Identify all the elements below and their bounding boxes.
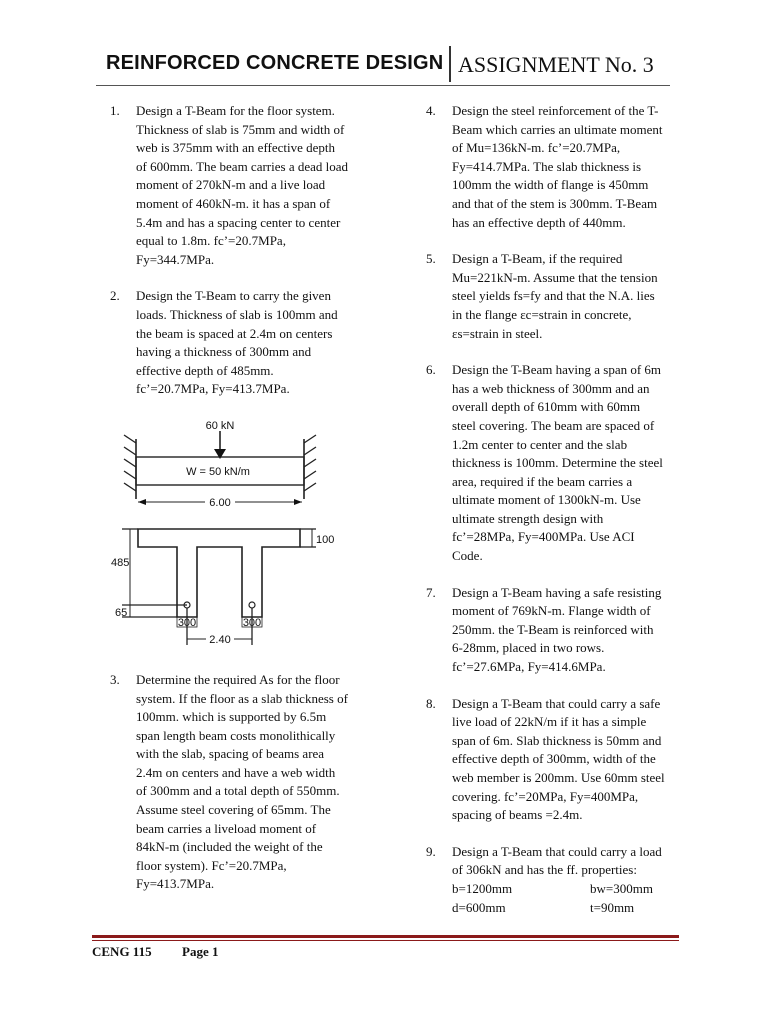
problem-item: [110, 287, 372, 399]
problem-text-line: in the flange εc=strain in concrete,: [452, 306, 632, 322]
problem-text-line: fc’=20.7MPa, Fy=413.7MPa.: [136, 381, 290, 397]
problem-text-line: Thickness of slab is 75mm and width of: [136, 121, 345, 137]
problem-text-line: moment of 270kN-m and a live load: [136, 177, 326, 193]
problem-text-line: web member is 200mm. Use 60mm steel: [452, 770, 665, 785]
assignment-title: ASSIGNMENT No. 3: [458, 52, 654, 77]
effective-depth-label: 485: [111, 556, 130, 569]
footer-rule-thin: [92, 940, 679, 941]
support-hatch: [304, 435, 316, 443]
problem-text-line: 1.2m center to center and the slab: [452, 436, 628, 452]
problem-text-line: has a web thickness of 300mm and an: [452, 380, 650, 396]
property-value: bw=300mm: [590, 880, 653, 896]
right-column: [426, 102, 688, 935]
problem-text-line: loads. Thickness of slab is 100mm and: [136, 306, 338, 322]
header-separator: [449, 46, 451, 82]
problem-number: 9.: [426, 843, 436, 859]
problem-text-line: Determine the required As for the floor: [136, 671, 340, 687]
problem-item: [426, 361, 688, 566]
property-value: t=90mm: [590, 899, 635, 915]
problem-text-line: equal to 1.8m. fc’=20.7MPa,: [136, 233, 286, 249]
property-row: [452, 899, 688, 918]
problem-text-line: fc’=28MPa, Fy=400MPa. Use ACI: [452, 529, 635, 545]
udl-label: W = 50 kN/m: [186, 465, 250, 478]
problem-text-line: system. If the floor as a slab thickness of: [136, 690, 348, 706]
support-hatch: [304, 483, 316, 491]
web-width-left-label: 300: [177, 616, 197, 629]
problem-text-line: effective depth of 485mm.: [136, 362, 274, 378]
diagram-svg: [110, 417, 372, 653]
web-width-right-label: 300: [242, 616, 262, 629]
page-header: [96, 40, 670, 86]
problem-text-line: steel covering. The beam are spaced of: [452, 417, 655, 433]
problem-text-line: 2.4m on centers and have a web width: [136, 764, 336, 780]
problem-number: 4.: [426, 103, 436, 118]
problem-text-line: has an effective depth of 440mm.: [452, 214, 626, 230]
problem-text-line: moment of 769kN-m. Flange width of: [452, 603, 651, 619]
property-value: b=1200mm: [452, 880, 513, 896]
support-hatch: [124, 459, 136, 467]
problem-text-line: live load of 22kN/m if it has a simple: [452, 714, 647, 730]
support-hatch: [124, 435, 136, 443]
support-hatch: [124, 483, 136, 491]
problem-item: [426, 843, 688, 917]
problem-number: 7.: [426, 584, 436, 600]
property-value: d=600mm: [452, 899, 506, 915]
problem-item: [110, 102, 372, 269]
problem-text-line: Fy=344.7MPa.: [136, 251, 215, 267]
problem-number: 2.: [110, 288, 120, 304]
problem-text-line: 100mm the width of flange is 450mm: [452, 177, 649, 193]
cover-label: 65: [115, 606, 128, 619]
problem-text-line: span of 6m. Slab thickness is 50mm and: [452, 732, 662, 748]
problem-text-line: Design a T-Beam that could carry a safe: [452, 695, 661, 711]
problem-text-line: Code.: [452, 548, 483, 564]
problem-item: [110, 671, 372, 894]
problem-number: 8.: [426, 695, 436, 711]
problem-text-line: εs=strain in steel.: [452, 325, 543, 341]
property-row: [452, 880, 688, 899]
problem-text-line: fc’=27.6MPa, Fy=414.6MPa.: [452, 659, 606, 675]
problem-text-line: web is 375mm with an effective depth: [136, 140, 336, 156]
point-load-label: 60 kN: [205, 419, 235, 432]
problem-item: [426, 695, 688, 825]
problem-text-line: of Mu=136kN-m. fc’=20.7MPa,: [452, 140, 621, 156]
problem-text-line: ultimate moment of 1300kN-m. Use: [452, 492, 641, 508]
support-hatch: [304, 447, 316, 455]
left-column: [110, 102, 372, 912]
problem-text-line: of 300mm and a total depth of 550mm.: [136, 783, 340, 799]
problem-text-line: overall depth of 610mm with 60mm: [452, 399, 641, 415]
problem-text-line: Mu=221kN-m. Assume that the tension: [452, 269, 658, 285]
support-hatch: [124, 447, 136, 455]
problem-text-line: of 600mm. The beam carries a dead load: [136, 158, 349, 174]
span-arrow-right: [294, 499, 302, 505]
problem-text-line: Design the steel reinforcement of the T-: [452, 103, 659, 118]
t-beam-diagram: [110, 417, 372, 653]
problem-text-line: steel yields fs=fy and that the N.A. lies: [452, 288, 655, 304]
problem-text-line: 250mm. the T-Beam is reinforced with: [452, 621, 654, 637]
header-rule: [96, 85, 670, 86]
problem-text-line: 84kN-m (included the weight of the: [136, 839, 323, 855]
problem-text-line: thickness is 100mm. Determine the steel: [452, 455, 663, 471]
slab-thickness-label: 100: [316, 533, 335, 546]
problem-item: [426, 584, 688, 677]
span-arrow-left: [138, 499, 146, 505]
support-hatch: [304, 471, 316, 479]
problem-text-line: Fy=413.7MPa.: [136, 876, 215, 892]
span-label: 6.00: [209, 496, 231, 509]
problem-text-line: with the slab, spacing of beams area: [136, 746, 325, 762]
beam-spacing-label: 2.40: [209, 633, 231, 646]
footer-rule: [92, 935, 679, 938]
problem-number: 5.: [426, 251, 436, 267]
problem-text-line: area, required if the beam carries a: [452, 473, 633, 489]
problem-text-line: covering. fc’=20MPa, Fy=400MPa,: [452, 788, 639, 804]
t-beam-section: [138, 529, 300, 617]
problem-text-line: Fy=414.7MPa. The slab thickness is: [452, 158, 642, 174]
problem-text-line: Assume steel covering of 65mm. The: [136, 802, 331, 818]
footer-course: CENG 115: [92, 944, 152, 959]
problem-text-line: Design the T-Beam to carry the given: [136, 288, 331, 304]
problem-number: 6.: [426, 362, 436, 378]
problem-text-line: 6-28mm, placed in two rows.: [452, 640, 605, 656]
problem-item: [426, 102, 688, 232]
problem-text-line: floor system). Fc’=20.7MPa,: [136, 857, 287, 873]
problem-text-line: beam carries a liveload moment of: [136, 820, 317, 836]
problem-text-line: of 306kN and has the ff. properties:: [452, 862, 637, 878]
problem-text-line: having a thickness of 300mm and: [136, 344, 312, 360]
problem-text-line: ultimate strength design with: [452, 510, 604, 526]
problem-number: 1.: [110, 103, 120, 118]
rebar-right: [249, 602, 255, 608]
problem-item: [426, 250, 688, 343]
problem-text-line: 5.4m and has a spacing center to center: [136, 214, 341, 230]
problem-text-line: Design a T-Beam that could carry a load: [452, 843, 662, 859]
problem-text-line: effective depth of 300mm, width of the: [452, 751, 656, 767]
support-hatch: [304, 459, 316, 467]
problem-number: 3.: [110, 671, 120, 687]
problem-text-line: span length beam costs monolithically: [136, 727, 336, 743]
problem-text-line: moment of 460kN-m. it has a span of: [136, 195, 331, 211]
problem-text-line: spacing of beams =2.4m.: [452, 807, 583, 823]
problem-text-line: Design a T-Beam, if the required: [452, 251, 623, 267]
problem-text-line: Design a T-Beam having a safe resisting: [452, 584, 662, 600]
problem-text-line: Beam which carries an ultimate moment: [452, 121, 663, 137]
problem-text-line: the beam is spaced at 2.4m on centers: [136, 325, 333, 341]
problem-text-line: Design the T-Beam having a span of 6m: [452, 362, 662, 378]
course-title: REINFORCED CONCRETE DESIGN: [106, 52, 444, 74]
problem-text-line: Design a T-Beam for the floor system.: [136, 103, 335, 118]
footer-page: Page 1: [182, 944, 219, 959]
problem-text-line: 100mm. which is supported by 6.5m: [136, 709, 327, 725]
support-hatch: [124, 471, 136, 479]
problem-text-line: and that of the stem is 300mm. T-Beam: [452, 195, 658, 211]
